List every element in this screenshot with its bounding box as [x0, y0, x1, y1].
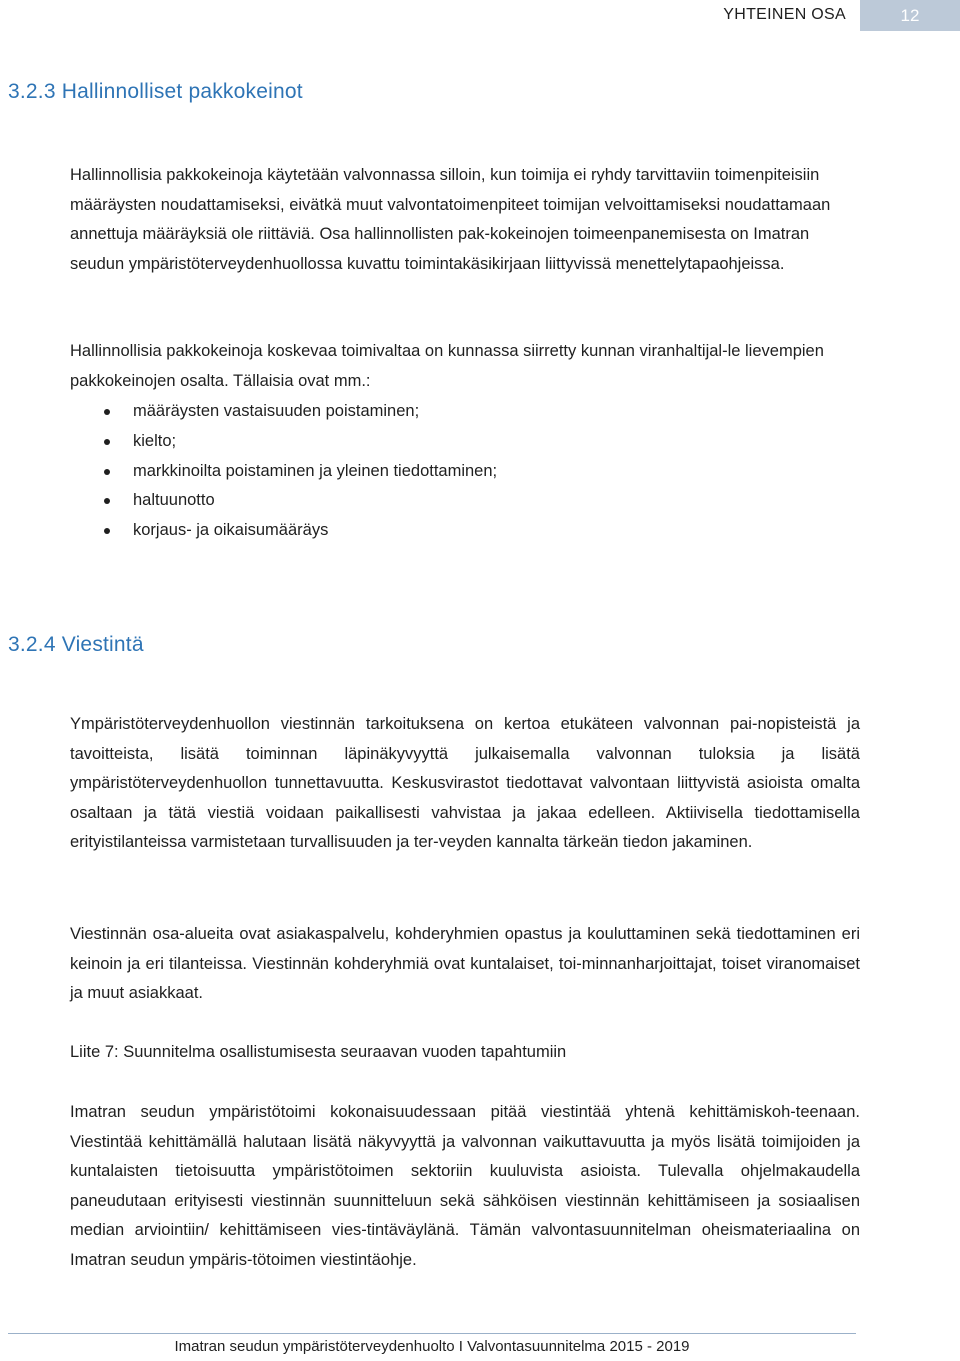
page-number: 12 — [860, 0, 960, 31]
list-item: markkinoilta poistaminen ja yleinen tiedottaminen; — [70, 457, 860, 487]
bullet-icon — [104, 469, 110, 475]
footer-divider — [8, 1333, 856, 1334]
list-item: haltuunotto — [70, 486, 860, 516]
appendix-note: Liite 7: Suunnitelma osallistumisesta seuraavan vuoden tapahtumiin — [70, 1043, 567, 1061]
list-item: kielto; — [70, 427, 860, 457]
section-heading-3-2-3: 3.2.3 Hallinnolliset pakkokeinot — [8, 80, 303, 103]
list-item: korjaus- ja oikaisumääräys — [70, 516, 860, 546]
section-3-2-4-paragraph-3: Imatran seudun ympäristötoimi kokonaisuudessaan pitää viestintää yhtenä kehittämiskoh-teenaan. Viestintää kehittämällä halutaan lisätä näkyvyyttä ja valvonnan vaikuttavuutta ja myös lisätä toimijoiden ja kuntalaisten tietoisuutta ympäristötoimen sektoriin kuuluvista asioista. Tulevalla ohjelmakaudella paneudutaan erityisesti viestinnän suunnitteluun sekä sähköisen viestinnän kehittämiseen ja sosiaalisen median arviointiin/ kehittämiseen vies-tintäväylänä. Tämän valvontasuunnitelman oheismateriaalina on Imatran seudun ympäris-tötoimen viestintäohje. — [70, 1103, 860, 1269]
bullet-list — [70, 397, 860, 546]
footer-text: Imatran seudun ympäristöterveydenhuolto I Valvontasuunnitelma 2015 - 2019 — [174, 1338, 690, 1355]
section-3-2-3-paragraph-2: Hallinnollisia pakkokeinoja koskevaa toimivaltaa on kunnassa siirretty kunnan viranhaltijal-le lievempien pakkokeinojen osalta. Tällaisia ovat mm.: — [70, 342, 824, 390]
list-item: määräysten vastaisuuden poistaminen; — [70, 397, 860, 427]
bullet-icon — [104, 528, 110, 534]
section-3-2-4-paragraph-1: Ympäristöterveydenhuollon viestinnän tarkoituksena on kertoa etukäteen valvonnan pai-nopisteistä ja tavoitteista, lisätä toiminnan läpinäkyvyyttä julkaisemalla valvonnan tuloksia ja lisätä ympäristöterveydenhuollon tunnettavuutta. Keskusvirastot tiedottavat valvontaan liittyvistä asioista omalta osaltaan ja tätä viestiä voidaan paikallisesti vahvistaa ja jakaa edelleen. Aktiivisella tiedottamisella erityistilanteissa varmistetaan turvallisuuden ja ter-veyden kannalta tärkeän tiedon jakaminen. — [70, 715, 860, 851]
bullet-icon — [104, 498, 110, 504]
section-heading-3-2-4: 3.2.4 Viestintä — [8, 633, 144, 656]
section-3-2-3-paragraph-1: Hallinnollisia pakkokeinoja käytetään valvonnassa silloin, kun toimija ei ryhdy tarvittaviin toimenpiteisiin määräysten noudattamiseksi, eivätkä muut valvontatoimenpiteet toimijan velvoittamiseksi noudattamaan annettuja määräyksiä ole riittäviä. Osa hallinnollisten pak-kokeinojen toimeenpanemisesta on Imatran seudun ympäristöterveydenhuollossa kuvattu toimintakäsikirjaan liittyvissä menettelytapaohjeissa. — [70, 166, 831, 273]
bullet-icon — [104, 409, 110, 415]
bullet-icon — [104, 439, 110, 445]
section-3-2-4-paragraph-2: Viestinnän osa-alueita ovat asiakaspalvelu, kohderyhmien opastus ja kouluttaminen sekä tiedottaminen eri keinoin ja eri tilanteissa. Viestinnän kohderyhmiä ovat kuntalaiset, toi-minnanharjoittajat, toiset viranomaiset ja muut asiakkaat. — [70, 925, 860, 1002]
header-section-label: YHTEINEN OSA — [723, 6, 846, 23]
